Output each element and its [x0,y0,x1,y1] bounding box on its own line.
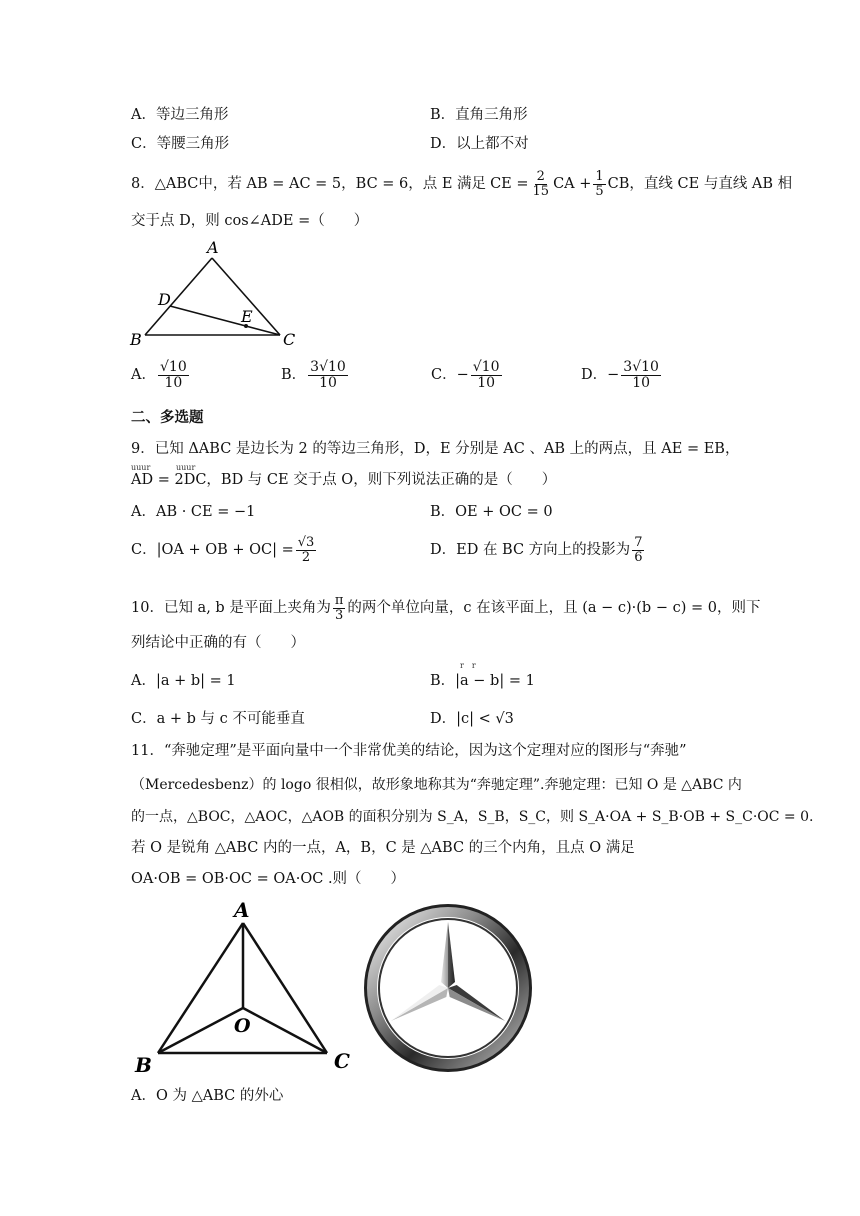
q8-label-e: E [241,307,253,326]
q8-stem-ce: CE = [490,175,529,192]
q8-stem-cb: CB，直线 CE 与直线 AB 相 [607,175,793,192]
q7-option-d: D．以上都不对 [430,136,529,152]
q10-option-c: C．a + b 与 c 不可能垂直 [131,711,305,727]
q8-label-c: C [283,330,296,349]
q8-label-a: A [207,238,219,257]
q8-stem-part1: △ABC中，若 AB = AC = 5，BC = 6，点 E 满足 [154,175,487,192]
q8-option-d-frac: $\frac{3√10}{10}$ [623,359,659,391]
q8-number: 8． [131,175,155,192]
q11-stem-line3: 的一点，△BOC，△AOC，△AOB 的面积分别为 S_A，S_B，S_C，则 S_A·OA + S_B·OB + S_C·OC = 0. [131,809,814,825]
q11-label-a: A [234,898,250,922]
q8-label-d: D [158,290,171,309]
q10-option-b: B．|a − b| = 1 [430,673,535,689]
q8-fraction-2: $\frac{1}{5}$ [595,169,604,199]
q11-segment-ob [158,1008,243,1053]
section-heading-multi-choice: 二、多选题 [131,410,204,426]
q9-option-d-frac: $\frac{7}{6}$ [634,535,643,565]
q7-option-c: C．等腰三角形 [131,136,230,152]
q9-stem-line2: AD = 2DC，BD 与 CE 交于点 O，则下列说法正确的是（ ） [131,472,557,488]
q11-side-ac [243,923,327,1053]
q10-option-b-garble: r r [460,661,476,670]
q11-stem-line1: 11．“奔驰定理”是平面向量中一个非常优美的结论，因为这个定理对应的图形与“奔驰” [131,743,687,759]
q11-stem-line2: （Mercedesbenz）的 logo 很相似，故形象地称其为“奔驰定理”.奔驰定理：已知 O 是 △ABC 内 [131,777,742,793]
q7-option-a: A．等边三角形 [131,107,229,123]
q11-label-c: C [334,1049,350,1073]
q11-label-b: B [135,1053,152,1077]
q11-stem-line4: 若 O 是锐角 △ABC 内的一点，A，B，C 是 △ABC 的三个内角，且点 O 满足 [131,840,635,856]
q11-segment-oc [243,1008,327,1053]
q8-option-a: A． $\frac{√10}{10}$ [131,359,187,391]
q10-fraction-pi-over-3: $\frac{\pi}{3}$ [334,593,344,623]
q11-triangle-figure [130,898,360,1078]
q9-garble-1: uuur [131,463,151,472]
q10-stem-line1: 10．已知 a, b 是平面上夹角为 $\frac{\pi}{3}$ 的两个单位向量，c 在该平面上，且 (a − c)·(b − c) = 0，则下 [131,593,761,623]
q8-fraction-1: $\frac{2}{15}$ [532,169,550,199]
q9-stem-line1: 9．已知 ΔABC 是边长为 2 的等边三角形，D，E 分别是 AC 、AB 上的两点，且 AE = EB， [131,441,740,457]
q9-option-c-frac: $\frac{√3}{2}$ [297,535,315,565]
q8-option-c-frac: $\frac{√10}{10}$ [472,359,500,391]
q8-option-a-frac: $\frac{√10}{10}$ [159,359,187,391]
q8-stem-ca: CA + [553,175,592,192]
q11-side-ab [158,923,243,1053]
q8-stem-line1 [131,170,792,198]
q9-option-d: D．ED 在 BC 方向上的投影为 $\frac{7}{6}$ [430,535,643,565]
q8-option-c: C．− $\frac{√10}{10}$ [431,359,500,391]
q8-triangle-figure [125,238,305,353]
q8-line-cd [170,306,280,335]
q9-option-a: A．AB · CE = −1 [131,504,256,520]
q10-stem-line2: 列结论中正确的有（ ） [131,635,305,651]
q8-stem-line2: 交于点 D，则 cos∠ADE =（ ） [131,213,369,229]
q11-option-a: A．O 为 △ABC 的外心 [131,1088,284,1104]
q8-option-b: B． $\frac{3√10}{10}$ [281,359,346,391]
mercedes-logo-icon [360,900,536,1076]
q11-label-o: O [234,1015,251,1037]
q9-garble-2: uuur [176,463,196,472]
q8-option-d: D．− $\frac{3√10}{10}$ [581,359,659,391]
q9-option-b: B．OE + OC = 0 [430,504,553,520]
q10-option-a: A．|a + b| = 1 [131,673,236,689]
q9-option-c: C．|OA + OB + OC| = $\frac{√3}{2}$ [131,535,315,565]
q8-side-ab [145,258,212,335]
q7-option-b: B．直角三角形 [430,107,528,123]
q8-label-b: B [130,330,142,349]
q10-option-d: D．|c| < √3 [430,711,514,727]
q11-stem-line5: OA·OB = OB·OC = OA·OC .则（ ） [131,871,406,887]
q8-option-b-frac: $\frac{3√10}{10}$ [310,359,346,391]
